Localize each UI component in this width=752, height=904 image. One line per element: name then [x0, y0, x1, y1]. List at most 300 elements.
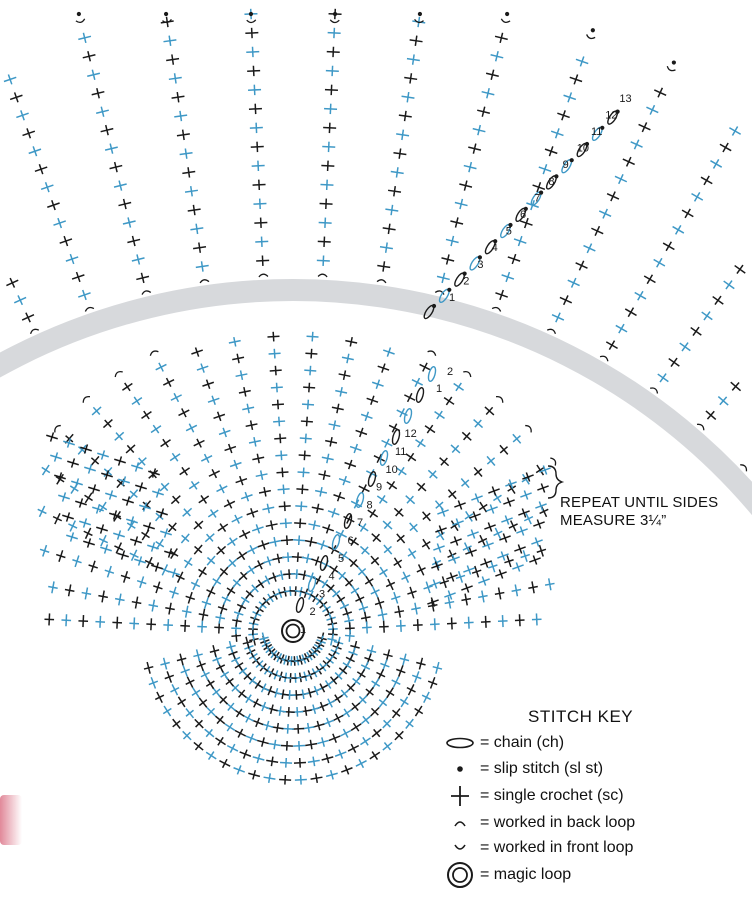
single-crochet-mark [225, 723, 235, 731]
single-crochet-mark [16, 110, 28, 120]
single-crochet-mark [379, 567, 387, 577]
single-crochet-mark [14, 295, 26, 304]
single-crochet-mark [235, 729, 246, 738]
single-crochet-mark [183, 508, 192, 516]
single-crochet-mark [461, 479, 469, 488]
single-crochet-mark [197, 621, 207, 633]
single-crochet-mark [207, 586, 216, 597]
single-crochet-mark [228, 559, 237, 567]
chain-mark [331, 534, 341, 550]
single-crochet-mark [300, 434, 312, 444]
single-crochet-mark [207, 556, 215, 565]
single-crochet-mark [706, 411, 716, 419]
single-crochet-mark [404, 393, 415, 402]
single-crochet-mark [4, 74, 16, 84]
single-crochet-mark [66, 254, 78, 264]
single-crochet-mark [67, 458, 78, 467]
single-crochet-mark [417, 483, 426, 491]
single-crochet-mark [219, 696, 227, 705]
single-crochet-mark [486, 504, 497, 513]
single-crochet-mark [318, 237, 331, 247]
single-crochet-mark [433, 662, 442, 674]
chain-mark [295, 597, 305, 613]
row-number: 9 [562, 159, 569, 172]
single-crochet-mark [731, 382, 741, 390]
single-crochet-mark [467, 529, 478, 538]
single-crochet-mark [393, 148, 406, 158]
single-crochet-mark [84, 528, 93, 539]
single-crochet-mark [305, 349, 317, 359]
single-crochet-mark [274, 434, 286, 444]
single-crochet-mark [181, 665, 190, 676]
single-crochet-mark [499, 533, 510, 542]
single-crochet-mark [237, 601, 246, 612]
single-crochet-mark [319, 470, 331, 479]
single-crochet-mark [134, 556, 145, 565]
row-number: 7 [534, 192, 541, 205]
single-crochet-mark [410, 36, 423, 46]
single-crochet-mark [105, 566, 114, 577]
single-crochet-mark [115, 432, 124, 440]
single-crochet-mark [412, 378, 423, 387]
single-crochet-mark [494, 528, 503, 539]
single-crochet-mark [383, 347, 394, 356]
single-crochet-mark [232, 515, 243, 524]
single-crochet-mark [396, 130, 409, 140]
single-crochet-mark [304, 366, 316, 376]
single-crochet-mark [663, 242, 674, 251]
single-crochet-mark [91, 456, 99, 465]
back-loop-arc-icon [440, 811, 480, 835]
single-crochet-mark [171, 393, 182, 402]
single-crochet-mark [295, 501, 307, 511]
single-crochet-mark [236, 370, 248, 379]
single-crochet-mark [232, 615, 241, 627]
single-crochet-mark [560, 295, 572, 304]
single-crochet-mark [360, 546, 369, 554]
single-crochet-mark [545, 578, 554, 590]
single-crochet-mark [576, 57, 588, 67]
slip-stitch-mark [77, 12, 81, 16]
single-crochet-mark [160, 658, 169, 670]
single-crochet-mark [428, 470, 437, 478]
single-crochet-mark [327, 47, 340, 57]
single-crochet-mark [248, 85, 261, 95]
single-crochet-mark [131, 462, 142, 471]
row-number: 8 [548, 175, 555, 188]
single-crochet-mark [240, 750, 251, 759]
single-crochet-mark [584, 244, 596, 253]
single-crochet-mark [400, 697, 408, 707]
single-crochet-mark [264, 773, 276, 782]
single-crochet-mark [178, 697, 186, 707]
single-crochet-mark [361, 412, 372, 421]
single-crochet-mark [446, 236, 459, 246]
single-crochet-mark [361, 662, 370, 673]
single-crochet-mark [78, 33, 91, 43]
single-crochet-mark [292, 724, 304, 734]
single-crochet-mark [462, 432, 471, 440]
single-crochet-mark [366, 687, 374, 696]
single-crochet-mark [392, 709, 400, 718]
single-crochet-mark [702, 312, 713, 320]
single-crochet-mark [406, 496, 415, 504]
single-crochet-mark [669, 358, 680, 366]
single-crochet-mark [635, 291, 646, 300]
single-crochet-mark [557, 110, 569, 120]
single-crochet-mark [340, 729, 351, 738]
single-crochet-mark [267, 332, 279, 342]
front-loop-mark [550, 458, 555, 466]
single-crochet-mark [374, 454, 385, 463]
single-crochet-mark [348, 648, 357, 659]
single-crochet-mark [258, 702, 269, 711]
single-crochet-mark [269, 573, 280, 582]
front-loop-mark [115, 372, 122, 377]
single-crochet-mark [539, 164, 551, 174]
front-loop-mark [55, 426, 61, 433]
single-crochet-mark [201, 669, 210, 680]
single-crochet-mark [451, 445, 460, 453]
front-loop-mark [200, 280, 209, 283]
single-crochet-mark [48, 581, 57, 593]
single-crochet-mark [249, 437, 261, 446]
single-crochet-mark [58, 492, 69, 501]
single-crochet-mark [234, 765, 245, 774]
single-crochet-mark [168, 523, 176, 532]
single-crochet-mark [395, 731, 403, 740]
single-crochet-mark [654, 258, 665, 267]
single-crochet-mark [322, 524, 333, 533]
single-crochet-mark [313, 721, 325, 730]
single-crochet-mark [23, 128, 35, 138]
single-crochet-mark [325, 85, 338, 95]
single-crochet-mark [272, 723, 284, 732]
single-crochet-mark [188, 205, 201, 215]
single-crochet-mark [68, 521, 77, 532]
single-crochet-mark [186, 709, 194, 718]
single-crochet-mark [495, 569, 506, 578]
row-number: 6 [520, 209, 527, 221]
single-crochet-mark [326, 770, 338, 779]
single-crochet-mark [217, 484, 228, 493]
chain-mark [403, 408, 413, 424]
single-crochet-mark [136, 273, 149, 283]
single-crochet-mark [216, 662, 225, 673]
single-crochet-mark [311, 686, 322, 695]
single-crochet-mark [294, 758, 306, 768]
single-crochet-mark [209, 469, 220, 478]
single-crochet-mark [279, 501, 291, 511]
single-crochet-mark [122, 383, 132, 391]
single-crochet-mark [324, 104, 337, 114]
single-crochet-mark [317, 256, 330, 266]
single-crochet-mark [137, 458, 146, 466]
single-crochet-mark [269, 349, 281, 359]
single-crochet-mark [380, 243, 393, 253]
slip-stitch-mark [164, 12, 168, 16]
single-crochet-mark [194, 545, 202, 554]
single-crochet-mark [396, 620, 406, 632]
front-loop-mark [31, 329, 39, 334]
single-crochet-mark [304, 688, 316, 697]
single-crochet-mark [96, 524, 107, 533]
single-crochet-mark [301, 417, 313, 427]
single-crochet-mark [315, 487, 327, 496]
single-crochet-mark [98, 591, 107, 603]
single-crochet-mark [183, 731, 191, 740]
single-crochet-mark [380, 660, 389, 671]
single-crochet-mark [155, 692, 164, 703]
single-crochet-mark [444, 397, 454, 405]
single-crochet-mark [239, 530, 250, 539]
single-crochet-mark [259, 487, 271, 496]
single-crochet-mark [508, 254, 520, 264]
single-crochet-mark [293, 535, 305, 545]
single-crochet-mark [194, 521, 203, 529]
single-crochet-mark [250, 123, 263, 133]
single-crochet-mark [307, 332, 319, 342]
row-number: 1 [436, 383, 443, 395]
single-crochet-mark [481, 616, 491, 628]
single-crochet-mark [46, 432, 57, 441]
single-crochet-mark [437, 273, 450, 283]
single-crochet-mark [177, 130, 190, 140]
row-number: 5 [338, 552, 345, 565]
row-number: 10 [576, 142, 590, 155]
row-number: 12 [605, 109, 618, 122]
single-crochet-mark [320, 199, 333, 209]
single-crochet-mark [570, 74, 582, 84]
single-crochet-mark [252, 161, 265, 171]
row-number: 7 [357, 517, 364, 530]
single-crochet-mark [361, 612, 370, 624]
single-crochet-mark [524, 513, 533, 524]
single-crochet-mark [142, 411, 152, 419]
single-crochet-mark [692, 192, 703, 201]
single-crochet-mark [10, 92, 22, 102]
single-crochet-mark [186, 592, 195, 603]
single-crochet-mark [395, 606, 404, 618]
single-crochet-mark [372, 534, 381, 542]
single-crochet-mark [165, 603, 174, 615]
single-crochet-mark [473, 125, 486, 135]
single-crochet-mark [156, 363, 167, 372]
single-crochet-mark [503, 497, 514, 506]
single-crochet-mark [484, 522, 495, 531]
key-label-magic-loop: = magic loop [480, 866, 572, 883]
single-crochet-mark [639, 122, 651, 131]
single-crochet-mark [450, 217, 463, 227]
single-crochet-mark [424, 582, 433, 593]
single-crochet-mark [202, 597, 211, 608]
single-crochet-mark [356, 759, 367, 768]
single-crochet-mark [266, 705, 278, 714]
single-crochet-mark [99, 535, 108, 546]
single-crochet-mark [201, 454, 212, 463]
single-crochet-mark [564, 92, 576, 102]
single-crochet-mark [616, 324, 627, 333]
single-crochet-mark [308, 705, 320, 714]
single-crochet-mark [372, 729, 381, 737]
single-crochet-mark [673, 225, 684, 234]
single-crochet-mark [359, 696, 367, 705]
single-crochet-mark [412, 671, 421, 682]
single-crochet-mark [329, 734, 340, 743]
single-crochet-mark [179, 408, 190, 417]
single-crochet-mark [191, 579, 200, 590]
single-crochet-mark [72, 556, 81, 567]
single-crochet-mark [229, 337, 241, 346]
single-crochet-mark [84, 464, 95, 473]
single-crochet-mark [512, 562, 523, 571]
single-crochet-mark [535, 501, 546, 510]
single-crochet-mark [181, 534, 189, 543]
single-crochet-mark [339, 370, 351, 379]
single-crochet-mark [126, 445, 135, 453]
single-crochet-mark [474, 420, 483, 428]
single-crochet-mark [65, 584, 74, 596]
single-crochet-mark [258, 540, 269, 549]
single-crochet-mark [276, 570, 288, 579]
single-crochet-mark [435, 525, 446, 534]
single-crochet-mark [500, 445, 508, 454]
single-crochet-mark [345, 460, 356, 469]
single-crochet-mark [197, 660, 206, 671]
single-crochet-mark [118, 199, 131, 209]
single-crochet-mark [491, 51, 504, 61]
row-number: 5 [505, 225, 512, 238]
single-crochet-mark [186, 424, 197, 433]
back-loop-mark [247, 20, 256, 23]
row-number: 8 [366, 499, 373, 512]
single-crochet-mark [397, 534, 405, 543]
single-crochet-mark [396, 467, 406, 475]
single-crochet-mark [383, 224, 396, 234]
single-crochet-mark [282, 724, 294, 734]
key-label-single-crochet: = single crochet (sc) [480, 787, 624, 804]
single-crochet-mark [488, 486, 499, 495]
single-crochet-mark [433, 543, 444, 552]
single-crochet-mark [345, 337, 357, 346]
single-crochet-mark [322, 454, 334, 463]
single-crochet-mark [273, 417, 285, 427]
single-crochet-mark [303, 383, 315, 393]
single-crochet-mark [367, 396, 378, 405]
single-crochet-mark [61, 614, 71, 626]
single-crochet-mark [317, 702, 328, 711]
single-crochet-mark [335, 750, 346, 759]
single-crochet-mark [234, 608, 243, 619]
single-crochet-mark [376, 669, 385, 680]
key-item-slip-stitch [440, 757, 603, 781]
single-crochet-mark [246, 734, 257, 743]
front-loop-arc-icon [440, 836, 480, 860]
single-crochet-mark [308, 520, 320, 529]
single-crochet-mark [625, 308, 636, 317]
single-crochet-mark [485, 407, 494, 415]
single-crochet-mark [413, 619, 423, 631]
single-crochet-mark [454, 383, 464, 391]
single-crochet-mark [218, 603, 227, 614]
single-crochet-mark [217, 546, 226, 554]
single-crochet-mark [114, 456, 125, 465]
single-crochet-mark [114, 543, 123, 554]
single-crochet-mark [270, 366, 282, 376]
row-number: 2 [463, 275, 470, 288]
single-crochet-mark [654, 88, 666, 97]
single-crochet-mark [161, 439, 171, 447]
single-crochet-mark [631, 140, 643, 149]
single-crochet-mark [349, 559, 358, 567]
single-crochet-mark [365, 576, 373, 586]
single-crochet-mark [132, 254, 145, 264]
single-crochet-mark [251, 699, 262, 708]
single-crochet-mark [248, 770, 260, 779]
single-crochet-mark [537, 483, 548, 492]
single-crochet-mark [422, 539, 430, 549]
row-number: 10 [385, 463, 398, 476]
single-crochet-mark [298, 468, 310, 478]
single-crochet-mark [249, 104, 262, 114]
single-crochet-mark [328, 28, 341, 38]
single-crochet-mark [163, 378, 174, 387]
single-crochet-mark [132, 597, 141, 609]
slip-stitch-mark [554, 174, 558, 178]
single-crochet-mark [720, 143, 731, 152]
back-loop-mark [330, 20, 339, 23]
single-crochet-mark [533, 519, 544, 528]
single-crochet-mark [474, 467, 482, 476]
row-number: 12 [404, 428, 417, 441]
single-crochet-mark [87, 70, 100, 80]
single-crochet-mark [129, 617, 139, 629]
slip-stitch-mark [432, 304, 436, 308]
single-crochet-mark [173, 719, 181, 728]
key-label-chain: = chain (ch) [480, 734, 565, 751]
single-crochet-mark [72, 272, 84, 282]
front-loop-mark [492, 307, 501, 311]
single-crochet-mark [222, 594, 231, 605]
single-crochet-mark [406, 453, 416, 461]
chain-oval-icon [440, 731, 480, 755]
single-crochet-mark [495, 33, 508, 43]
single-crochet-mark [253, 199, 266, 209]
single-crochet-mark [85, 493, 93, 503]
front-loop-mark [600, 356, 608, 361]
single-crochet-mark [224, 500, 235, 509]
single-crochet-mark [258, 684, 269, 693]
single-crochet-mark [710, 159, 721, 168]
single-crochet-mark [242, 404, 254, 413]
single-crochet-mark [149, 677, 158, 688]
single-crochet-mark [417, 564, 426, 575]
single-crochet-mark [88, 484, 99, 493]
single-crochet-mark [461, 583, 472, 592]
single-crochet-mark [182, 606, 191, 618]
single-crochet-mark [276, 468, 288, 478]
single-crochet-mark [516, 526, 527, 535]
row-number: 4 [328, 570, 335, 583]
slip-stitch-mark [249, 12, 253, 16]
front-loop-mark [496, 397, 503, 403]
single-crochet-mark [252, 718, 263, 727]
single-crochet-mark [454, 500, 465, 509]
single-crochet-mark [529, 555, 540, 564]
single-crochet-mark [342, 354, 354, 363]
single-crochet-mark [185, 186, 198, 196]
single-crochet-mark [459, 181, 472, 191]
